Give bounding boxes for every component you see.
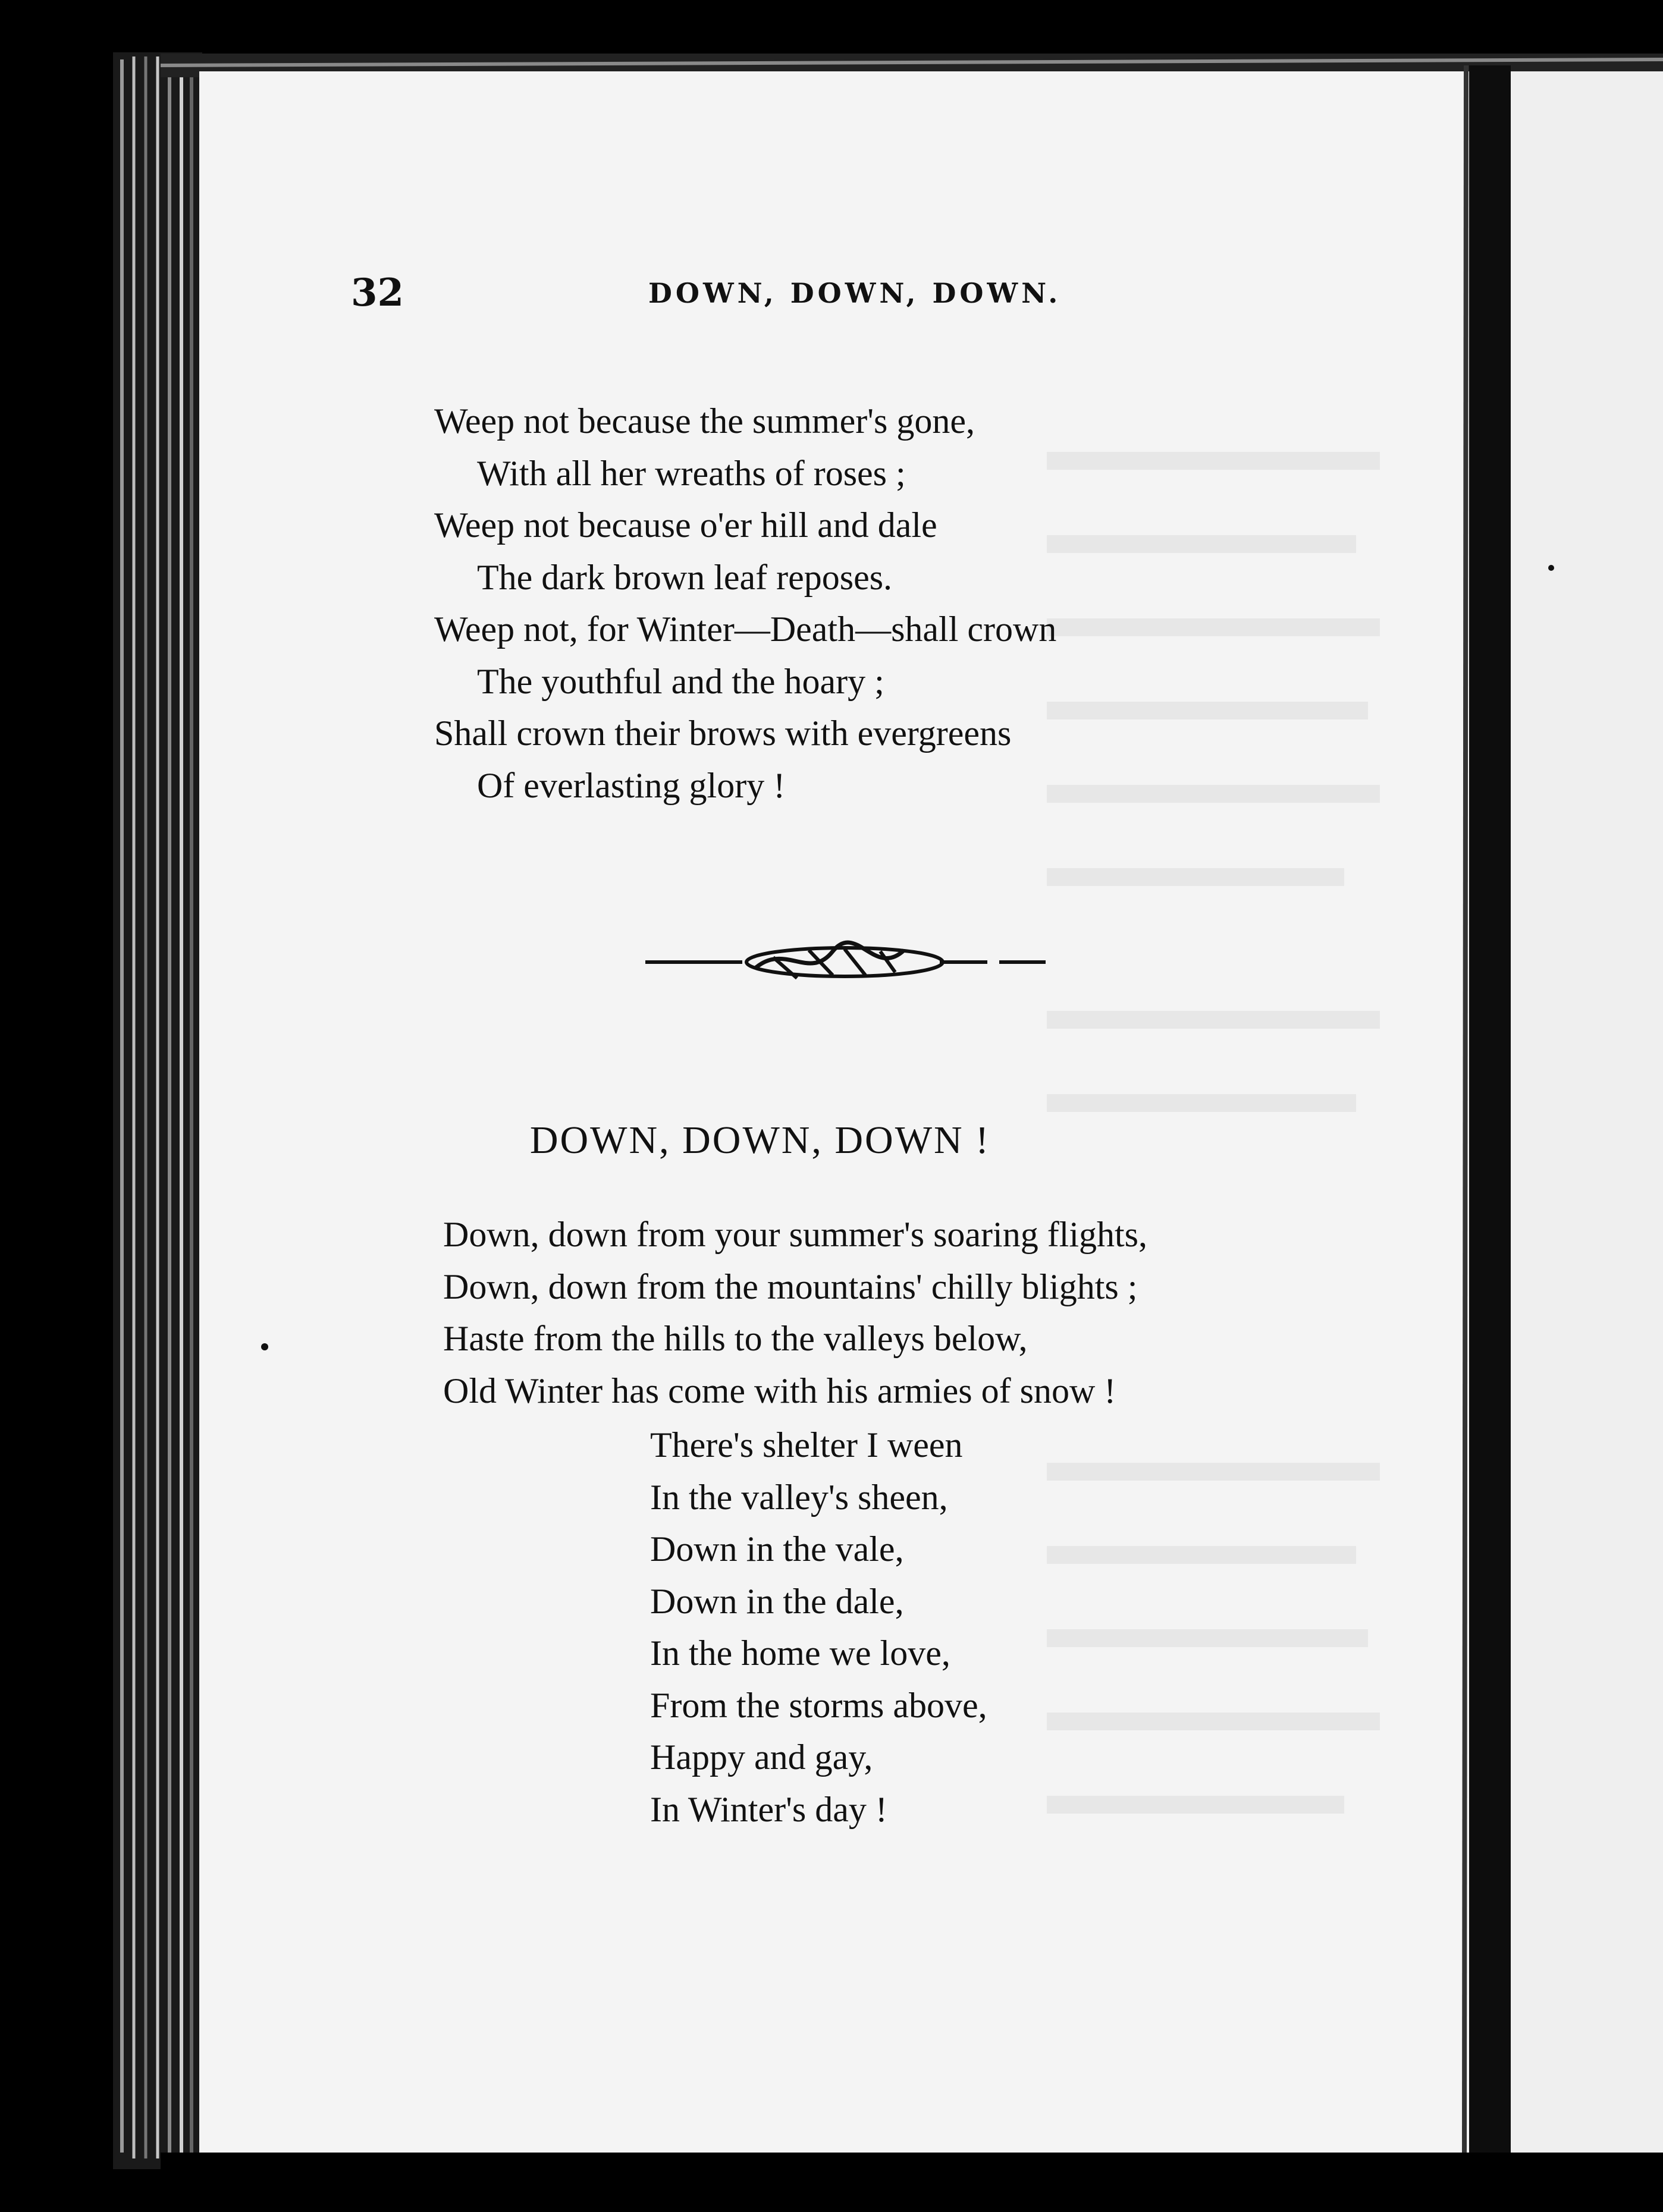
- verse-line: Down, down from the mountains' chilly blights ;: [443, 1267, 1138, 1306]
- verse-line: In Winter's day !: [650, 1789, 887, 1829]
- verse-line: Happy and gay,: [650, 1737, 873, 1777]
- verse-line: The youthful and the hoary ;: [477, 661, 884, 701]
- verse-line: Weep not because o'er hill and dale: [434, 505, 937, 545]
- verse-line: In the home we love,: [650, 1633, 950, 1673]
- verse-line: The dark brown leaf reposes.: [477, 557, 893, 597]
- verse-line: Shall crown their brows with evergreens: [434, 714, 1012, 753]
- verse-line: Down in the vale,: [650, 1529, 904, 1569]
- verse-line: Of everlasting glory !: [477, 765, 786, 805]
- verse-line: From the storms above,: [650, 1685, 987, 1725]
- spine-gutter: [1469, 65, 1511, 2164]
- verse-line: Down, down from your summer's soaring flights,: [443, 1215, 1148, 1254]
- page-edges: [113, 52, 202, 2169]
- verse-line: There's shelter I ween: [650, 1425, 963, 1465]
- verse-line: With all her wreaths of roses ;: [477, 453, 906, 493]
- verse-line: Old Winter has come with his armies of snow !: [443, 1371, 1116, 1410]
- verse-line: Weep not because the summer's gone,: [434, 401, 975, 441]
- verse-line: Weep not, for Winter—Death—shall crown: [434, 609, 1057, 649]
- stanza-2: [443, 1209, 1147, 1417]
- stanza-3: [650, 1419, 987, 1836]
- running-head: DOWN, DOWN, DOWN.: [648, 277, 1062, 309]
- stanza-1: [434, 395, 1056, 812]
- page-number: 32: [351, 271, 404, 315]
- verse-line: Haste from the hills to the valleys below,: [443, 1319, 1028, 1358]
- verse-line: Down in the dale,: [650, 1581, 904, 1621]
- poem-title: DOWN, DOWN, DOWN !: [529, 1118, 991, 1162]
- verse-line: In the valley's sheen,: [650, 1477, 948, 1517]
